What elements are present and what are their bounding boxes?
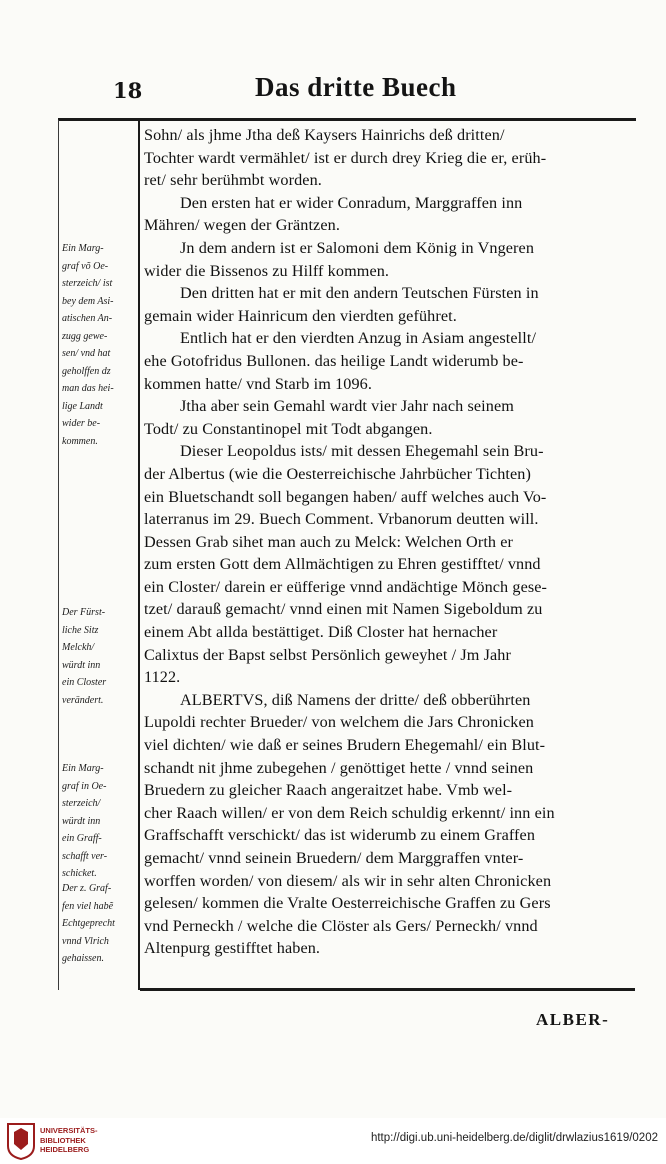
margin-note-4	[62, 880, 138, 968]
body-line: gemain wider Hainricum den vierdten geführet.	[144, 306, 457, 325]
library-footer	[0, 1118, 666, 1164]
margin-note-line: graf võ Oe-	[62, 260, 109, 272]
margin-note-line: atischen An-	[62, 313, 113, 324]
body-line: Jn dem andern ist er Salomoni dem König in Vngeren	[180, 238, 535, 257]
margin-note-line: gehaissen.	[62, 953, 104, 964]
margin-note-line: ein Graff-	[62, 833, 102, 844]
margin-note-line: sterzeich/	[62, 798, 101, 809]
margin-note-line: liche Sitz	[62, 624, 99, 636]
source-url-link[interactable]: http://digi.ub.uni-heidelberg.de/diglit/drwlazius1619/0202	[370, 1132, 658, 1144]
running-head: Das dritte Buech	[255, 72, 457, 102]
body-line: zum ersten Gott dem Allmächtigen zu Ehren gestifftet/ vnnd	[144, 555, 541, 574]
body-line: Graffschafft verschickt/ das ist widerumb zu einem Graffen	[144, 826, 536, 845]
body-line: Altenpurg gestifftet haben.	[144, 939, 321, 958]
margin-note-line: wider be-	[62, 418, 101, 429]
body-line: ein Closter/ darein er eüfferige vnnd andächtige Mönch gese-	[144, 577, 548, 596]
margin-note-line: schicket.	[62, 868, 97, 879]
body-line: schandt nit jhme zubegehen / genöttiget hette / vnnd seinen	[144, 758, 534, 777]
margin-note-line: sen/ vnd hat	[62, 348, 111, 359]
margin-divider-rule	[138, 120, 140, 990]
body-line: einem Abt allda bestättiget. Diß Closter hat hernacher	[144, 623, 498, 642]
logo-line: HEIDELBERG	[40, 1145, 90, 1154]
margin-note-1	[62, 240, 138, 450]
body-line: tzet/ darauß gemacht/ vnnd einen mit Namen Sigeboldum zu	[144, 600, 543, 619]
margin-note-line: bey dem Asi-	[62, 295, 114, 307]
body-line: Dieser Leopoldus ists/ mit dessen Ehegemahl sein Bru-	[180, 442, 544, 461]
margin-note-line: geholffen dz	[62, 365, 111, 377]
margin-left-rule	[58, 120, 59, 990]
margin-note-line: sterzeich/ ist	[62, 278, 113, 289]
margin-note-line: kommen.	[62, 435, 98, 447]
margin-note-line: man das hei-	[62, 383, 114, 394]
body-line: Dessen Grab sihet man auch zu Melck: Welchen Orth er	[144, 532, 514, 551]
margin-note-line: Ein Marg-	[62, 763, 104, 774]
body-line: vnd Perneckh / welche die Clöster als Gers/ Perneckh/ vnnd	[144, 916, 538, 935]
body-line: ret/ sehr berühmbt worden.	[144, 171, 322, 190]
margin-note-line: schafft ver-	[62, 850, 108, 862]
body-line: kommen hatte/ vnd Starb im 1096.	[144, 374, 372, 393]
margin-note-line: würdt inn	[62, 659, 101, 671]
logo-line: BIBLIOTHEK	[40, 1135, 86, 1145]
body-line: gelesen/ kommen die Vralte Oesterreichische Graffen zu Gers	[144, 894, 551, 913]
body-line: wider die Bissenos zu Hilff kommen.	[144, 261, 390, 280]
logo-line: UNIVERSITÄTS-	[40, 1126, 98, 1135]
margin-note-line: zugg gewe-	[62, 330, 108, 342]
margin-note-line: graf in Oe-	[62, 780, 107, 792]
body-line: worffen worden/ von diesem/ als wir in sehr alten Chronicken	[144, 871, 552, 890]
page-number: 18	[113, 78, 143, 103]
bottom-rule	[140, 988, 635, 991]
margin-note-line: ein Closter	[62, 677, 107, 688]
top-rule	[58, 118, 636, 121]
body-line: Calixtus der Bapst selbst Persönlich geweyhet / Jm Jahr	[144, 645, 511, 664]
margin-note-2	[62, 604, 138, 709]
body-line: Den dritten hat er mit den andern Teutschen Fürsten in	[180, 284, 539, 303]
margin-note-line: Der z. Graf-	[62, 883, 112, 894]
body-line: Den ersten hat er wider Conradum, Marggraffen inn	[180, 193, 523, 212]
body-line: Jtha aber sein Gemahl wardt vier Jahr nach seinem	[180, 397, 514, 416]
body-line: Sohn/ als jhme Jtha deß Kaysers Hainrichs deß dritten/	[144, 126, 505, 144]
catchword: ALBER-	[536, 1010, 610, 1029]
body-line: Entlich hat er den vierdten Anzug in Asiam angestellt/	[180, 329, 537, 348]
body-line: ein Bluetschandt soll begangen haben/ auff welches auch Vo-	[144, 487, 547, 506]
body-line: ALBERTVS, diß Namens der dritte/ deß obberührten	[180, 690, 531, 709]
body-line: cher Raach willen/ er von dem Reich schuldig erkennt/ inn ein	[144, 803, 555, 822]
body-line: viel dichten/ wie daß er seines Brudern Ehegemahl/ ein Blut-	[144, 736, 546, 755]
margin-note-line: Der Fürst-	[62, 607, 106, 618]
body-line: gemacht/ vnnd seinein Bruedern/ dem Marggraffen vnter-	[144, 849, 524, 867]
body-line: Lupoldi rechter Brueder/ von welchem die Jars Chronicken	[144, 713, 534, 732]
margin-note-3	[62, 760, 138, 883]
body-line: 1122.	[144, 668, 181, 687]
margin-note-line: Melckh/	[62, 642, 95, 653]
library-logo-text	[40, 1126, 98, 1155]
margin-note-line: verändert.	[62, 694, 104, 706]
body-line: Todt/ zu Constantinopel mit Todt abgangen.	[144, 419, 433, 438]
body-line: laterranus im 29. Buech Comment. Vrbanorum deutten will.	[144, 510, 539, 529]
margin-note-line: Echtgeprecht	[62, 918, 115, 929]
body-line: Tochter wardt vermählet/ ist er durch drey Krieg die er, erüh-	[144, 148, 547, 167]
margin-note-line: würdt inn	[62, 815, 101, 827]
body-text	[144, 124, 634, 960]
margin-note-line: vnnd Vlrich	[62, 935, 109, 947]
margin-note-line: lige Landt	[62, 400, 103, 412]
university-seal-icon	[6, 1122, 36, 1160]
body-line: Mähren/ wegen der Gräntzen.	[144, 216, 340, 235]
body-line: Bruedern zu gleicher Raach angeraitzet habe. Vmb wel-	[144, 781, 513, 800]
body-line: der Albertus (wie die Oesterreichische Jahrbücher Tichten)	[144, 464, 531, 483]
body-line: ehe Gotofridus Bullonen. das heilige Landt widerumb be-	[144, 351, 524, 370]
margin-note-line: fen viel habẽ	[62, 900, 114, 912]
margin-note-line: Ein Marg-	[62, 243, 104, 254]
